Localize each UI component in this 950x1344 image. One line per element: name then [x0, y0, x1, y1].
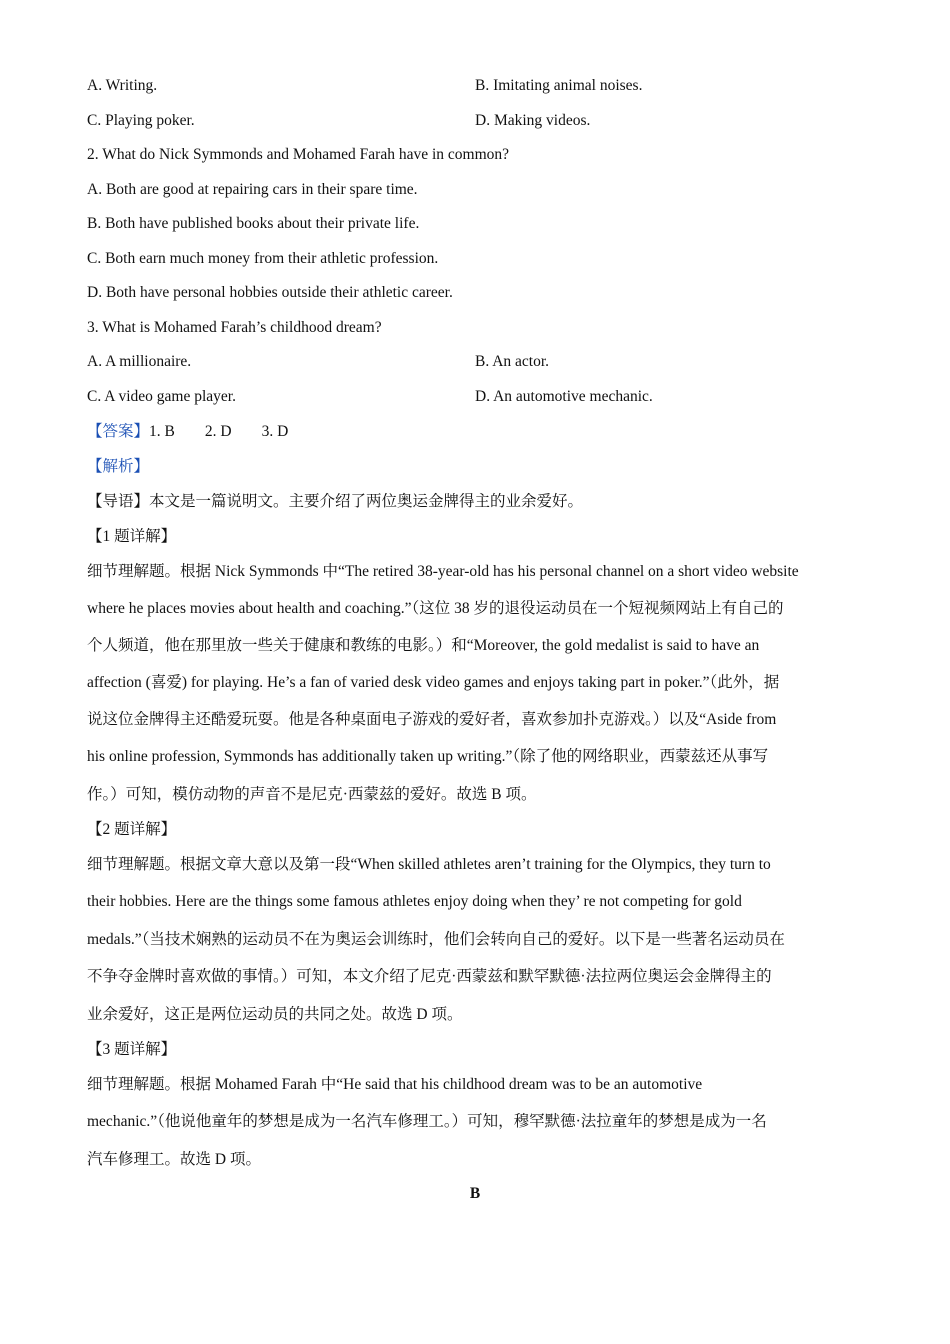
detail-1-line: his online profession, Symmonds has additionally taken up writing.”（除了他的网络职业，西蒙兹还从事写 — [87, 748, 769, 765]
detail-2-title: 【2 题详解】 — [87, 821, 177, 838]
q1-option-c: C. Playing poker. — [87, 112, 195, 129]
detail-2-line: their hobbies. Here are the things some famous athletes enjoy doing when they’ re not competing for gold — [87, 893, 742, 910]
detail-3-line: 细节理解题。根据 Mohamed Farah 中“He said that his childhood dream was to be an automotive — [87, 1076, 703, 1093]
q1-option-a: A. Writing. — [87, 77, 158, 94]
section-heading: B — [469, 1185, 481, 1202]
detail-2-line: 业余爱好，这正是两位运动员的共同之处。故选 D 项。 — [87, 1006, 463, 1023]
detail-3-line: 汽车修理工。故选 D 项。 — [87, 1151, 261, 1168]
detail-2-line: medals.”（当技术娴熟的运动员不在为奥运会训练时，他们会转向自己的爱好。以下是一些著名运动员在 — [87, 931, 785, 948]
q3-option-a: A. A millionaire. — [87, 353, 192, 370]
detail-1-line: 个人频道，他在那里放一些关于健康和教练的电影。）和“Moreover, the gold medalist is said to have an — [87, 637, 760, 654]
q2-stem: 2. What do Nick Symmonds and Mohamed Farah have in common? — [87, 146, 510, 163]
detail-1-line: 细节理解题。根据 Nick Symmonds 中“The retired 38-year-old has his personal channel on a short video website — [87, 563, 799, 580]
q3-option-d: D. An automotive mechanic. — [475, 388, 653, 405]
detail-1-line: where he places movies about health and coaching.”（这位 38 岁的退役运动员在一个短视频网站上有自己的 — [87, 600, 784, 617]
q3-option-c: C. A video game player. — [87, 388, 236, 405]
detail-3-title: 【3 题详解】 — [87, 1041, 177, 1058]
q1-option-d: D. Making videos. — [475, 112, 591, 129]
answer-2: 2. D — [204, 423, 232, 440]
q3-stem: 3. What is Mohamed Farah’s childhood dream? — [87, 319, 382, 336]
answer-label: 【答案】 — [87, 423, 150, 440]
q2-option-c: C. Both earn much money from their athletic profession. — [87, 250, 439, 267]
answer-3: 3. D — [261, 423, 289, 440]
q2-option-b: B. Both have published books about their private life. — [87, 215, 420, 232]
detail-2-line: 细节理解题。根据文章大意以及第一段“When skilled athletes aren’t training for the Olympics, they turn to — [87, 856, 771, 873]
detail-3-line: mechanic.”（他说他童年的梦想是成为一名汽车修理工。）可知，穆罕默德·法拉童年的梦想是成为一名 — [87, 1113, 767, 1130]
detail-1-title: 【1 题详解】 — [87, 528, 177, 545]
detail-1-line: 作。）可知，模仿动物的声音不是尼克·西蒙兹的爱好。故选 B 项。 — [87, 786, 537, 803]
answer-line — [87, 422, 288, 442]
intro-paragraph: 【导语】本文是一篇说明文。主要介绍了两位奥运金牌得主的业余爱好。 — [87, 493, 584, 510]
q2-option-a: A. Both are good at repairing cars in their spare time. — [87, 181, 418, 198]
detail-1-line: affection (喜爱) for playing. He’s a fan of varied desk video games and enjoys taking part in poker.”（此外，据 — [87, 674, 780, 691]
q3-option-b: B. An actor. — [475, 353, 550, 370]
detail-2-line: 不争夺金牌时喜欢做的事情。）可知，本文介绍了尼克·西蒙兹和默罕默德·法拉两位奥运会金牌得主的 — [87, 968, 772, 985]
q2-option-d: D. Both have personal hobbies outside their athletic career. — [87, 284, 453, 301]
answer-1: 1. B — [149, 423, 175, 440]
q1-option-b: B. Imitating animal noises. — [475, 77, 643, 94]
detail-1-line: 说这位金牌得主还酷爱玩耍。他是各种桌面电子游戏的爱好者，喜欢参加扑克游戏。）以及“Aside from — [87, 711, 777, 728]
analysis-label: 【解析】 — [87, 458, 150, 475]
